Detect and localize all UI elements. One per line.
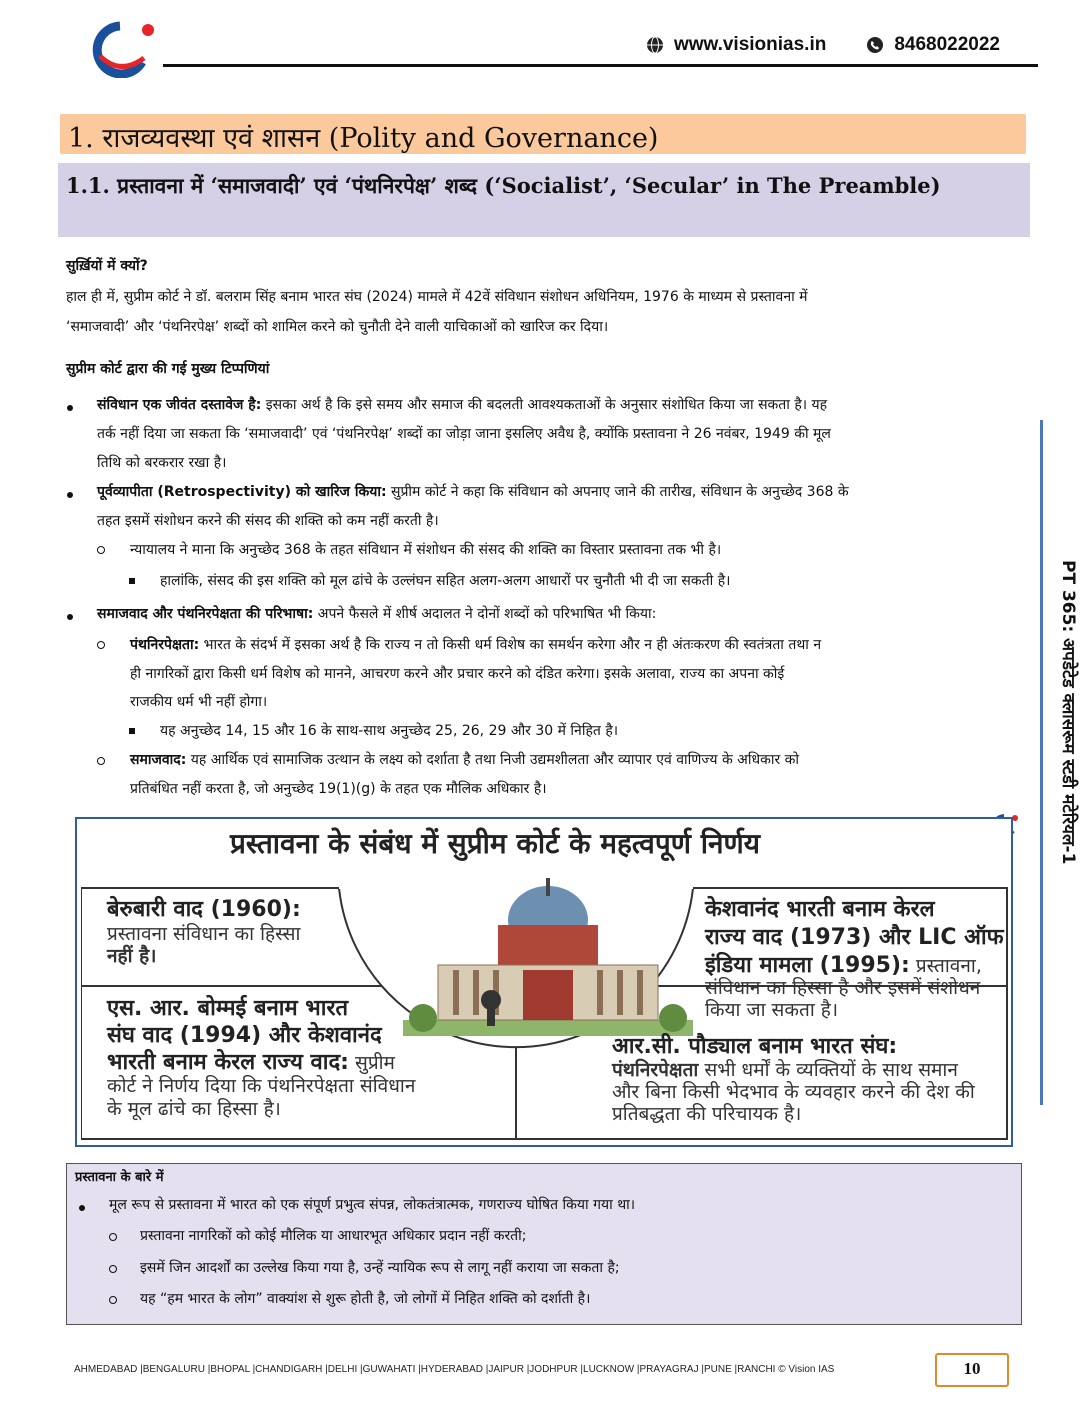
case-poudyal-desc-1: पंथनिरपेक्षता सभी धर्मों के व्यक्तियों के साथ समान [612, 1059, 958, 1081]
sub-bullet [97, 546, 105, 554]
why-news-heading: सुर्ख़ियों में क्यों? [66, 258, 148, 274]
obs-b3-sub-1-point: यह अनुच्छेद 14, 15 और 16 के साथ-साथ अनुच्छेद 25, 26, 29 और 30 में निहित है। [160, 723, 619, 739]
case-kesavananda-title-2: राज्य वाद (1973) और LIC ऑफ [705, 925, 1004, 950]
side-banner-text: PT 365: अपडेटेड क्लासरूम स्टडी मटेरियल-1 [1058, 560, 1078, 865]
case-poudyal-desc-3: प्रतिबद्धता की परिचायक है। [612, 1103, 802, 1125]
square-bullet [129, 578, 135, 584]
case-berubari-title: बेरुबारी वाद (1960): [107, 897, 301, 922]
case-kesavananda-title-1: केशवानंद भारती बनाम केरल [705, 897, 935, 922]
supreme-court-building-illustration [383, 870, 713, 1044]
case-bommai-title-1: एस. आर. बोम्मई बनाम भारत [107, 996, 348, 1021]
obs-b3-sub-2-line-2: प्रतिबंधित नहीं करता है, जो अनुच्छेद 19(1)(g) के तहत एक मौलिक अधिकार है। [130, 781, 547, 797]
case-kesavananda-desc-1: संविधान का हिस्सा है और इसमें संशोधन [705, 977, 981, 999]
about-point-1: मूल रूप से प्रस्तावना में भारत को एक संपूर्ण प्रभुत्व संपन्न, लोकतंत्रात्मक, गणराज्य घोषित किया गया था। [109, 1197, 636, 1213]
subsection-title: 1.1. प्रस्तावना में ‘समाजवादी’ एवं ‘पंथनिरपेक्ष’ शब्द (‘Socialist’, ‘Secular’ in The Preamble) [66, 173, 941, 198]
obs-b2-sub-1-point: हालांकि, संसद की इस शक्ति को मूल ढांचे के उल्लंघन सहित अलग-अलग आधारों पर चुनौती भी दी जा सकती है। [160, 573, 731, 589]
case-bommai-title-3: भारती बनाम केरल राज्य वाद: सुप्रीम [107, 1050, 395, 1075]
vision-ias-logo [80, 18, 160, 78]
sub-bullet [109, 1296, 117, 1304]
case-berubari-desc-2: नहीं है। [107, 945, 157, 967]
case-bommai-desc-2: के मूल ढांचे का हिस्सा है। [107, 1098, 281, 1120]
section-title: 1. राजव्यवस्था एवं शासन (Polity and Governance) [68, 123, 659, 154]
sub-bullet [109, 1233, 117, 1241]
about-subpoint-3: यह “हम भारत के लोग” वाक्यांश से शुरू होती है, जो लोगों में निहित शक्ति को दर्शाती है। [140, 1291, 591, 1307]
about-subpoint-2: इसमें जिन आदर्शों का उल्लेख किया गया है, उन्हें न्यायिक रूप से लागू नहीं कराया जा सकता है; [140, 1260, 620, 1276]
sub-bullet [97, 641, 105, 649]
why-news-line-2: ‘समाजवादी’ और ‘पंथनिरपेक्ष’ शब्दों को शामिल करने को चुनौती देने वाली याचिकाओं को खारिज कर दिया। [66, 319, 609, 335]
website-link[interactable]: www.visionias.in [673, 34, 827, 55]
bullet [67, 614, 73, 620]
square-bullet [129, 728, 135, 734]
footer-cities: AHMEDABAD |BENGALURU |BHOPAL |CHANDIGARH |DELHI |GUWAHATI |HYDERABAD |JAIPUR |JODHPUR |LUCKNOW |PRAYAGRAJ |PUNE |RANCHI © Vision IAS [74, 1364, 835, 1375]
obs-b3-sub-1-line-3: राजकीय धर्म भी नहीं होगा। [130, 694, 268, 710]
about-subpoint-1: प्रस्तावना नागरिकों को कोई मौलिक या आधारभूत अधिकार प्रदान नहीं करती; [140, 1228, 527, 1244]
obs-b3-sub-1-line-2: ही नागरिकों द्वारा किसी धर्म विशेष को मानने, आचरण करने और प्रचार करने को दंडित करेगा। इसके अलावा, राज्य का अपना कोई [130, 666, 785, 682]
page-number-box [935, 1353, 1009, 1387]
obs-b2-line-2: तहत इसमें संशोधन करने की संसद की शक्ति को कम नहीं करती है। [97, 513, 439, 529]
case-kesavananda-desc-2: किया जा सकता है। [705, 999, 839, 1021]
obs-b3-sub-2-line-1: समाजवाद: यह आर्थिक एवं सामाजिक उत्थान के लक्ष्य को दर्शाता है तथा निजी उद्यमशीलता और व्यापार एवं वाणिज्य के अधिकार को [130, 752, 800, 768]
globe-icon [646, 36, 664, 54]
case-kesavananda-title-3: इंडिया मामला (1995): प्रस्तावना, [705, 953, 982, 978]
phone-icon [866, 36, 884, 54]
infographic-title: प्रस्तावना के संबंध में सुप्रीम कोर्ट के महत्वपूर्ण निर्णय [230, 827, 761, 860]
side-banner-line [1040, 420, 1043, 1105]
obs-b1-line-3: तिथि को बरकरार रखा है। [97, 455, 227, 471]
subsection-title-bar [58, 163, 1030, 237]
case-poudyal-desc-2: और बिना किसी भेदभाव के व्यवहार करने की देश की [612, 1081, 975, 1103]
case-bommai-desc-1: कोर्ट ने निर्णय दिया कि पंथनिरपेक्षता संविधान [107, 1075, 416, 1097]
bullet [79, 1205, 85, 1211]
header-contact [646, 34, 1000, 56]
obs-b2-sub-1: न्यायालय ने माना कि अनुच्छेद 368 के तहत संविधान में संशोधन की संसद की शक्ति का विस्तार प्रस्तावना तक भी है। [130, 542, 722, 558]
observations-heading: सुप्रीम कोर्ट द्वारा की गई मुख्य टिप्पणियां [66, 361, 270, 377]
why-news-line-1: हाल ही में, सुप्रीम कोर्ट ने डॉ. बलराम सिंह बनाम भारत संघ (2024) मामले में 42वें संविधान संशोधन अधिनियम, 1976 के माध्यम से प्रस्तावना में [66, 289, 808, 305]
phone-number: 8468022022 [894, 34, 1000, 55]
case-poudyal-title: आर.सी. पौड्याल बनाम भारत संघ: [612, 1034, 898, 1059]
bullet [67, 405, 73, 411]
about-heading: प्रस्तावना के बारे में [75, 1170, 164, 1185]
case-berubari-desc-1: प्रस्तावना संविधान का हिस्सा [107, 923, 301, 945]
obs-b3-line: समाजवाद और पंथनिरपेक्षता की परिभाषा: अपने फैसले में शीर्ष अदालत ने दोनों शब्दों को परिभाषित भी किया: [97, 606, 657, 622]
header-divider [163, 64, 1038, 67]
obs-b1-line-1: संविधान एक जीवंत दस्तावेज है: इसका अर्थ है कि इसे समय और समाज की बदलती आवश्यकताओं के अनुसार संशोधित किया जा सकता है। यह [97, 397, 828, 413]
obs-b2-line-1: पूर्वव्यापीता (Retrospectivity) को खारिज किया: सुप्रीम कोर्ट ने कहा कि संविधान को अपनाए जाने की तारीख, संविधान के अनुच्छेद 368 के [97, 484, 849, 500]
bullet [67, 492, 73, 498]
case-bommai-title-2: संघ वाद (1994) और केशवानंद [107, 1023, 382, 1048]
obs-b1-line-2: तर्क नहीं दिया जा सकता कि ‘समाजवादी’ एवं ‘पंथनिरपेक्ष’ शब्दों का जोड़ा जाना इसलिए अवैध है, क्योंकि प्रस्तावना ने 26 नवंबर, 1949 की मूल [97, 426, 831, 442]
section-title-bar [60, 114, 1026, 154]
sub-bullet [97, 757, 105, 765]
sub-bullet [109, 1265, 117, 1273]
page-number: 10 [963, 1359, 981, 1378]
obs-b3-sub-1-line-1: पंथनिरपेक्षता: भारत के संदर्भ में इसका अर्थ है कि राज्य न तो किसी धर्म विशेष का समर्थन करेगा और न ही अंतःकरण की स्वतंत्रता तथा न [130, 637, 822, 653]
